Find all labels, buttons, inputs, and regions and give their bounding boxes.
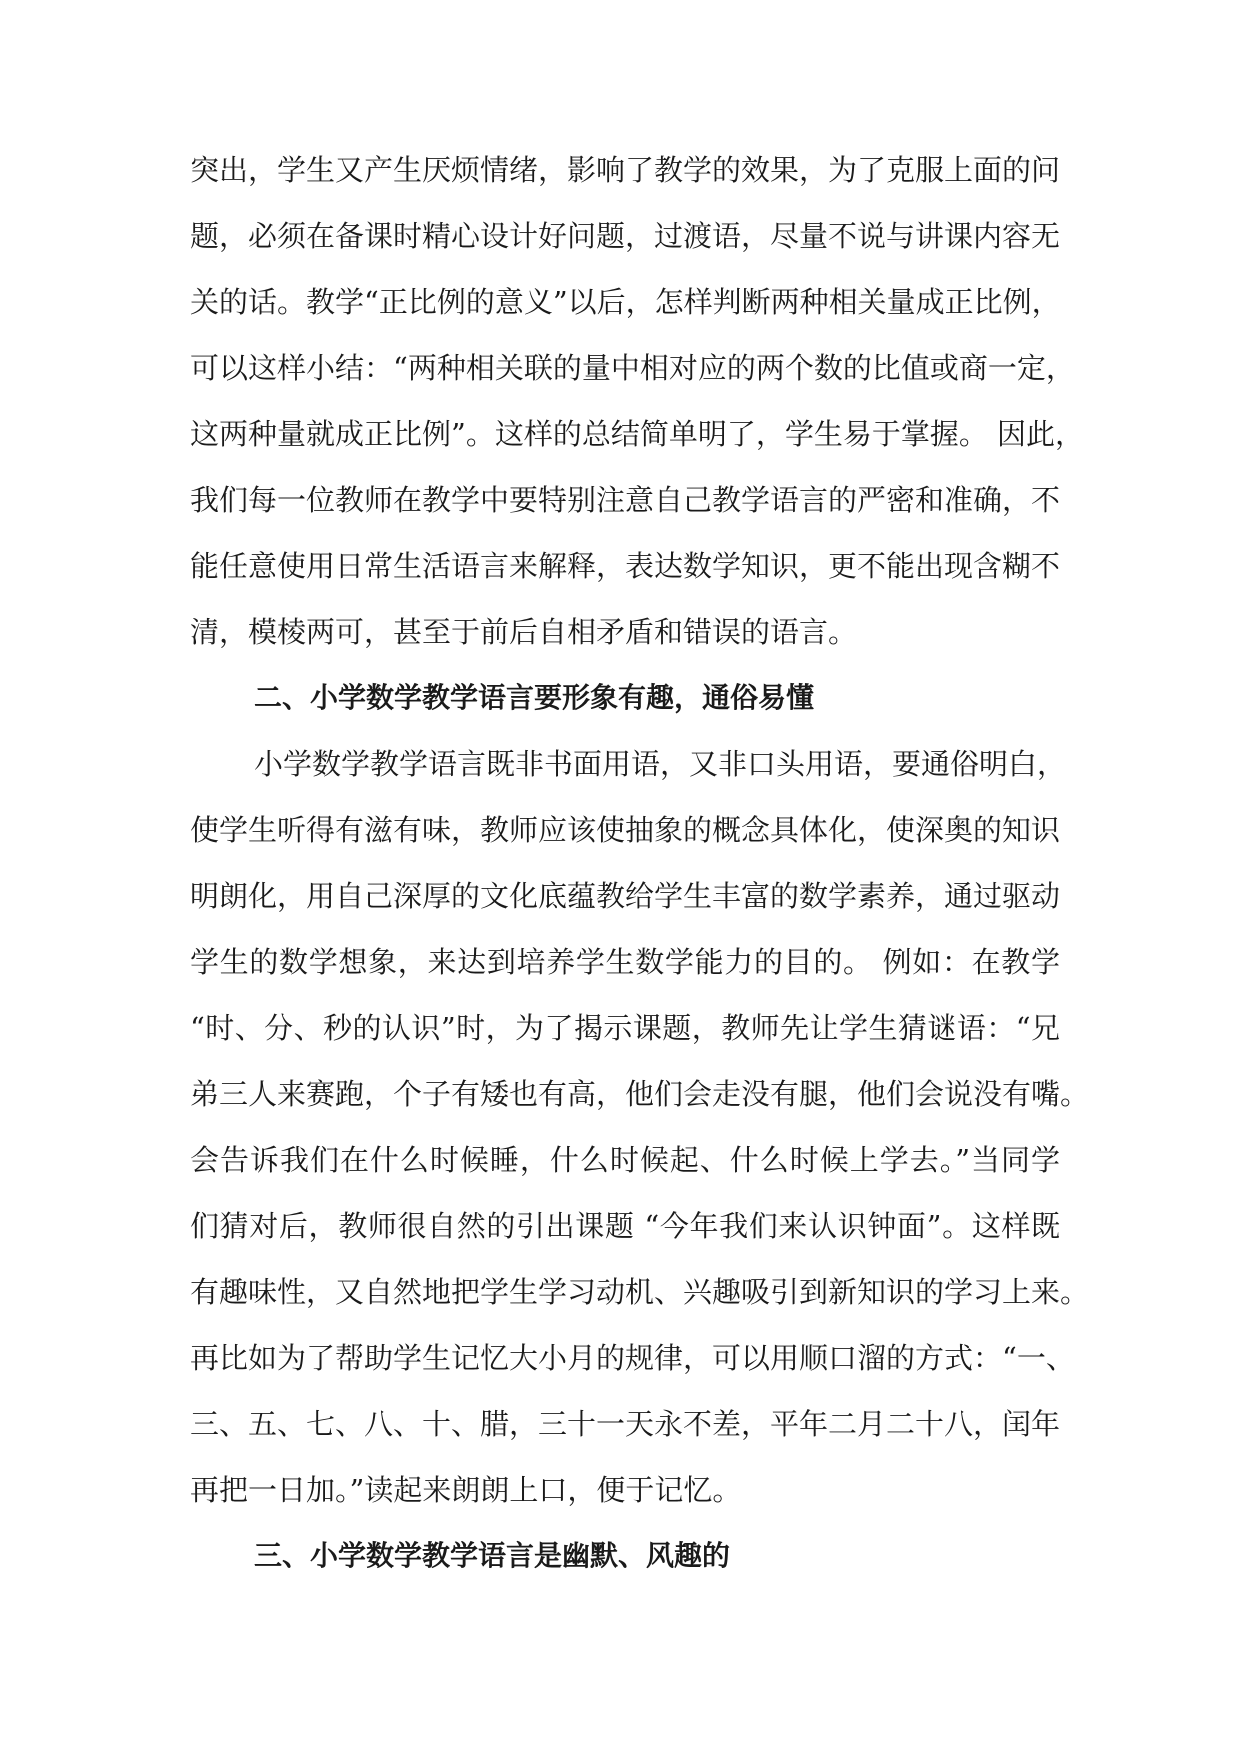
- paragraph-line: 我们每一位教师在教学中要特别注意自己教学语言的严密和准确，不: [190, 483, 1061, 517]
- paragraph-line: 再比如为了帮助学生记忆大小月的规律，可以用顺口溜的方式：“一、: [190, 1341, 1075, 1375]
- paragraph-line: 明朗化，用自己深厚的文化底蕴教给学生丰富的数学素养，通过驱动: [190, 879, 1061, 913]
- paragraph-line: 题，必须在备课时精心设计好问题，过渡语，尽量不说与讲课内容无: [190, 219, 1061, 253]
- paragraph-line: 这两种量就成正比例”。这样的总结简单明了，学生易于掌握。 因此，: [190, 417, 1085, 451]
- paragraph-line: 三、五、七、八、十、腊，三十一天永不差，平年二月二十八，闰年: [190, 1407, 1061, 1441]
- paragraph-line: 有趣味性，又自然地把学生学习动机、兴趣吸引到新知识的学习上来。: [190, 1275, 1090, 1309]
- paragraph-line: 能任意使用日常生活语言来解释，表达数学知识，更不能出现含糊不: [190, 549, 1061, 583]
- paragraph-line: 使学生听得有滋有味，教师应该使抽象的概念具体化，使深奥的知识: [190, 813, 1061, 847]
- paragraph-line: 关的话。教学“正比例的意义”以后，怎样判断两种相关量成正比例，: [190, 285, 1061, 319]
- paragraph-line: 小学数学教学语言既非书面用语，又非口头用语，要通俗明白，: [254, 747, 1067, 781]
- paragraph-line: 弟三人来赛跑，个子有矮也有高，他们会走没有腿，他们会说没有嘴。: [190, 1077, 1090, 1111]
- section-heading-2: 二、小学数学教学语言要形象有趣，通俗易懂: [254, 681, 815, 714]
- paragraph-line: 们猜对后，教师很自然的引出课题 “今年我们来认识钟面”。这样既: [190, 1209, 1060, 1243]
- paragraph-line: 可以这样小结：“两种相关联的量中相对应的两个数的比值或商一定，: [190, 351, 1075, 385]
- paragraph-line: 会告诉我们在什么时候睡，什么时候起、什么时候上学去。”当同学: [190, 1143, 1060, 1177]
- paragraph-line: 突出，学生又产生厌烦情绪，影响了教学的效果，为了克服上面的问: [190, 153, 1061, 187]
- section-heading-3: 三、小学数学教学语言是幽默、风趣的: [254, 1539, 731, 1572]
- paragraph-line: “时、分、秒的认识”时，为了揭示课题，教师先让学生猜谜语：“兄: [190, 1011, 1060, 1045]
- paragraph-line: 再把一日加。”读起来朗朗上口，便于记忆。: [190, 1473, 742, 1507]
- paragraph-line: 学生的数学想象，来达到培养学生数学能力的目的。 例如：在教学: [190, 945, 1060, 979]
- paragraph-line: 清，模棱两可，甚至于前后自相矛盾和错误的语言。: [190, 615, 858, 649]
